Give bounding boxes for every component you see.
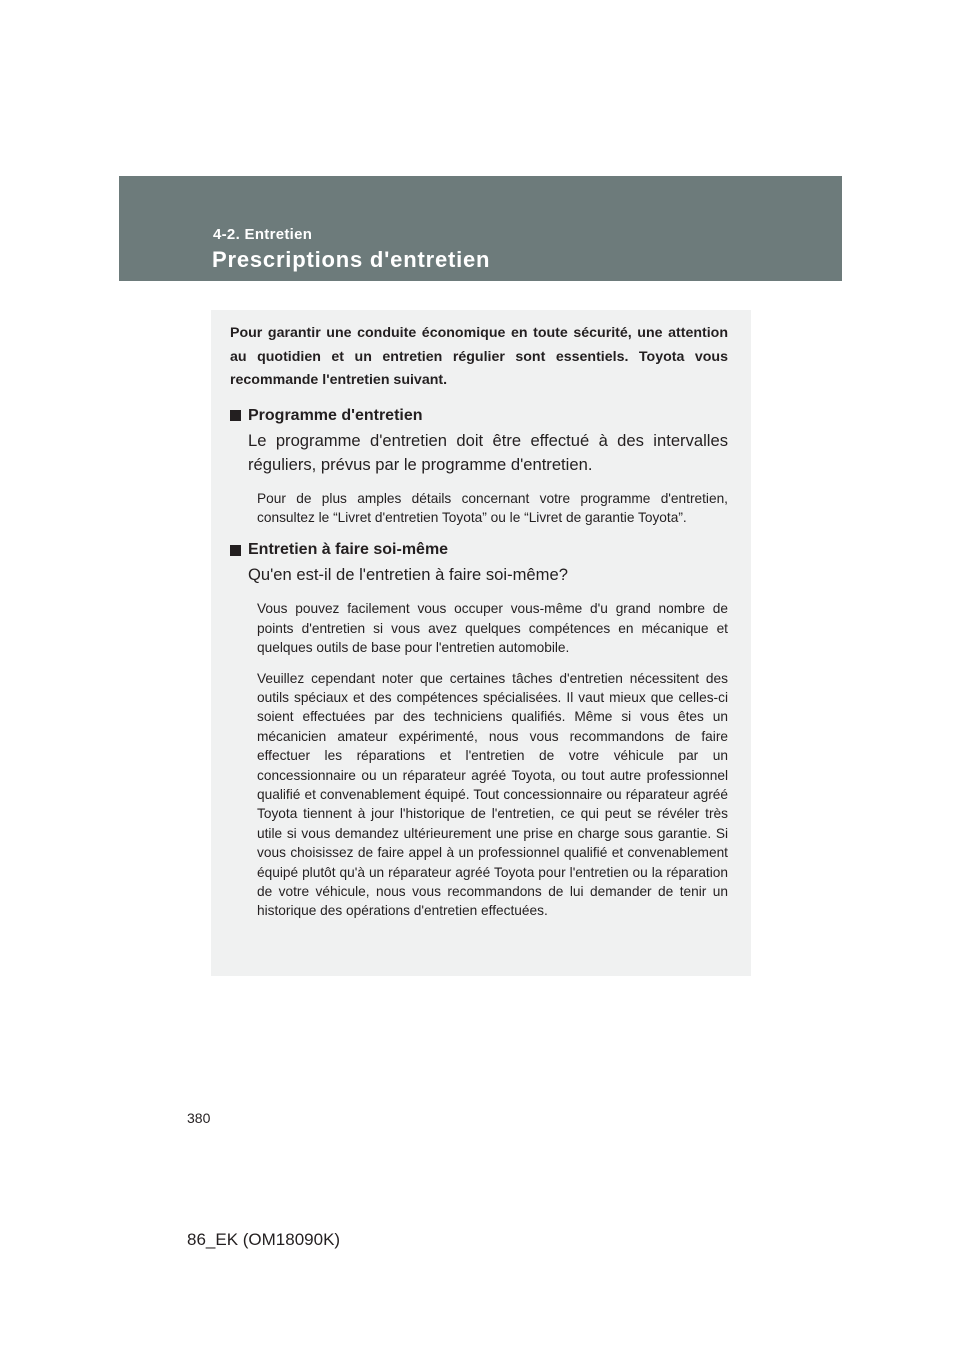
chapter-header: [119, 176, 842, 281]
square-bullet-icon: [230, 410, 241, 421]
section-heading: [230, 405, 728, 427]
section-paragraph: Veuillez cependant noter que certaines tâches d'entretien nécessitent des outils spéciaux et des compétences spécialisées. Il vaut mieux que celles-ci soient effectuées par des techniciens qualifiés. Même si vous êtes un mécanicien amateur expérimenté, nous vous recommandons de faire effectuer les réparations et l'entretien de votre véhicule par un concessionnaire ou un réparateur agréé Toyota, ou tout autre professionnel qualifié et convenablement équipé. Tout concessionnaire ou réparateur agréé Toyota tiennent à jour l'historique de l'entretien, ce qui peut se révéler très utile si vous demandez ultérieurement une prise en charge sous garantie. Si vous choisissez de faire appel à un professionnel qualifié et convenablement équipé plutôt qu'à un réparateur agréé Toyota pour l'entretien ou la réparation de votre véhicule, nous vous recommandons de lui demander de tenir un historique des opérations d'entretien effectuées.: [257, 670, 728, 919]
section-maintenance-schedule: [230, 405, 728, 528]
section-paragraph: Vous pouvez facilement vous occuper vous-même d'u grand nombre de points d'entretien si vous avez quelques compétences en mécanique et quelques outils de base pour l'entretien automobile.: [257, 601, 728, 656]
intro-text: Pour garantir une conduite économique en toute sécurité, une attention au quotidien et un entretien régulier sont essentiels. Toyota vous recommande l'entretien suivant.: [230, 325, 728, 388]
section-diy-maintenance: [230, 539, 728, 921]
square-bullet-icon: [230, 545, 241, 556]
page-title: Prescriptions d'entretien: [212, 247, 491, 272]
section-heading-text: Programme d'entretien: [248, 406, 423, 424]
section-label: 4-2. Entretien: [213, 226, 313, 243]
section-paragraph: Pour de plus amples détails concernant votre programme d'entretien, consultez le “Livret d'entretien Toyota” ou le “Livret de garantie Toyota”.: [257, 490, 728, 525]
section-heading: [230, 539, 728, 561]
content-box: [211, 310, 751, 976]
document-code: 86_EK (OM18090K): [187, 1230, 341, 1249]
section-lead: Le programme d'entretien doit être effectué à des intervalles réguliers, prévus par le programme d'entretien.: [248, 430, 728, 474]
section-lead: Qu'en est-il de l'entretien à faire soi-même?: [248, 565, 568, 585]
page-number: 380: [187, 1110, 211, 1126]
section-heading-text: Entretien à faire soi-même: [248, 541, 449, 559]
